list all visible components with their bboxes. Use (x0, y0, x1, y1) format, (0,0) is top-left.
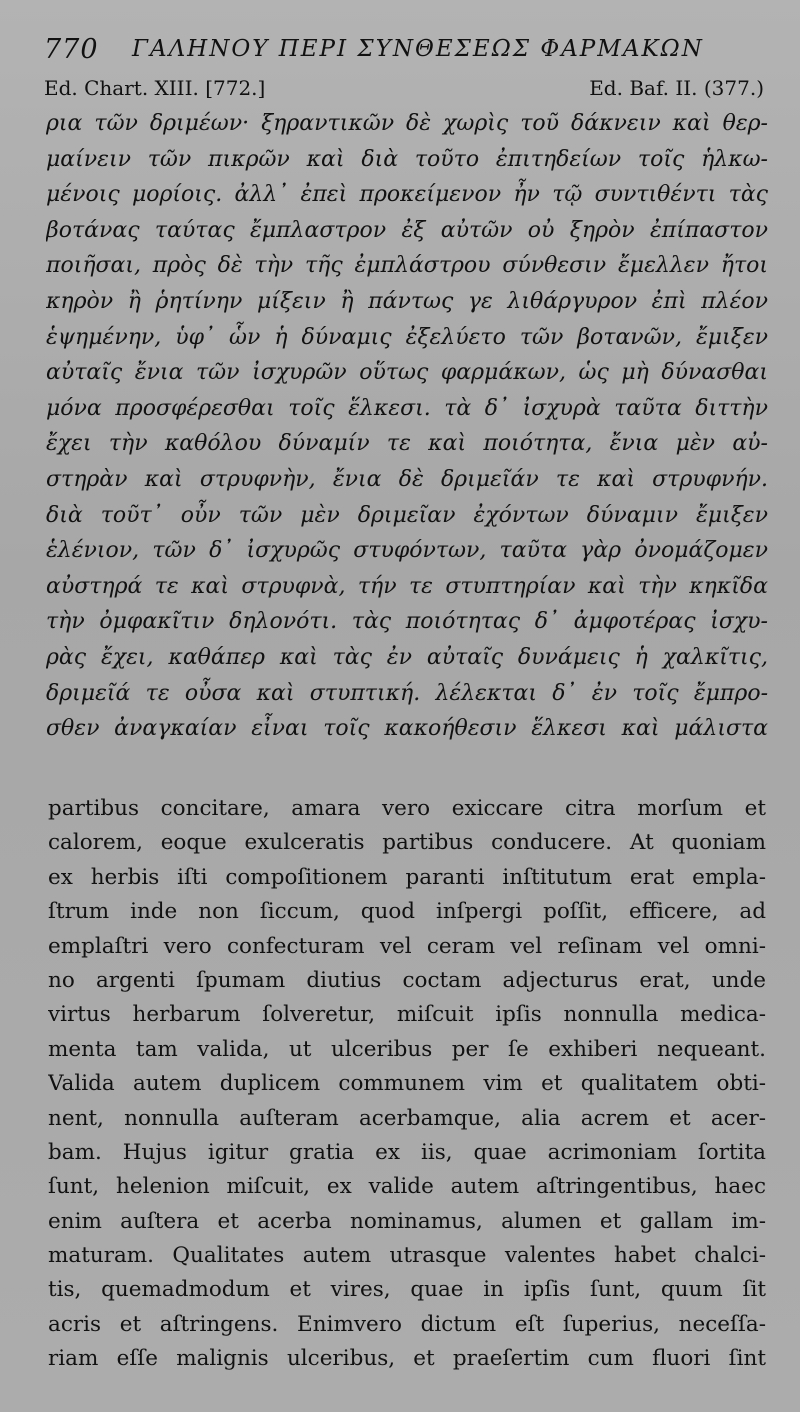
latin-text-line: nent, nonnulla auſteram acerbamque, alia acrem et acer- (48, 1105, 766, 1131)
edition-chartier: Ed. Chart. XIII. [772.] (44, 76, 266, 100)
latin-text-line: bam. Hujus igitur gratia ex iis, quae acrimoniam ſortita (48, 1139, 766, 1165)
greek-text-line: μόνα προσφέρεσθαι τοῖς ἕλκεσι. τὰ δ᾽ ἰσχυρὰ ταῦτα διττὴν (46, 395, 768, 421)
greek-text-line: μαίνειν τῶν πικρῶν καὶ διὰ τοῦτο ἐπιτηδείων τοῖς ἡλκω- (46, 146, 768, 172)
latin-text-line: no argenti ſpumam diutius coctam adjecturus erat, unde (48, 967, 766, 993)
latin-text-line: maturam. Qualitates autem utrasque valentes habet chalci- (48, 1243, 766, 1269)
running-title: ΓΑΛΗΝΟΥ ΠΕΡΙ ΣΥΝΘΕΣΕΩΣ ΦΑΡΜΑΚΩΝ (132, 36, 704, 62)
edition-references (44, 76, 764, 106)
greek-text-line: αὐστηρά τε καὶ στρυφνὰ, τήν τε στυπτηρίαν καὶ τὴν κηκῖδα (46, 573, 768, 599)
page-number: 770 (44, 34, 99, 65)
latin-text-line: acris et aſtringens. Enimvero dictum eſt ſuperius, neceſſa- (48, 1311, 766, 1337)
latin-text-line: ſtrum inde non ſiccum, quod inſpergi poſſit, efficere, ad (48, 899, 766, 925)
latin-text-line: menta tam valida, ut ulceribus per ſe exhiberi nequeant. (48, 1036, 766, 1062)
latin-text-block (48, 792, 766, 1377)
greek-text-line: κηρὸν ἢ ῥητίνην μίξειν ἢ πάντως γε λιθάργυρον ἐπὶ πλέον (46, 288, 768, 314)
greek-text-line: δριμεῖά τε οὖσα καὶ στυπτική. λέλεκται δ᾽ ἐν τοῖς ἔμπρο- (46, 680, 768, 706)
latin-text-line: tis, quemadmodum et vires, quae in ipſis ſunt, quum ſit (48, 1277, 766, 1303)
edition-basel: Ed. Baf. II. (377.) (589, 76, 764, 100)
latin-text-line: partibus concitare, amara vero exiccare citra morſum et (48, 796, 766, 821)
greek-text-line: βοτάνας ταύτας ἔμπλαστρον ἐξ αὐτῶν οὐ ξηρὸν ἐπίπαστον (46, 217, 768, 243)
latin-text-line: calorem, eoque exulceratis partibus conducere. At quoniam (48, 830, 766, 856)
greek-text-line: μένοις μορίοις. ἀλλ᾽ ἐπεὶ προκείμενον ἦν τῷ συντιθέντι τὰς (46, 182, 768, 208)
greek-text-line: ἔχει τὴν καθόλου δύναμίν τε καὶ ποιότητα, ἔνια μὲν αὐ- (46, 431, 768, 457)
latin-text-line: riam eſſe malignis ulceribus, et praeſertim cum fluori ſint (48, 1346, 766, 1372)
greek-text-line: αὐταῖς ἔνια τῶν ἰσχυρῶν οὕτως φαρμάκων, ὡς μὴ δύνασθαι (46, 360, 768, 386)
latin-text-line: virtus herbarum ſolveretur, miſcuit ipſis nonnulla medica- (48, 1002, 766, 1028)
latin-text-line: ex herbis iſti compoſitionem paranti inſtitutum erat empla- (48, 864, 766, 890)
greek-text-line: διὰ τοῦτ᾽ οὖν τῶν μὲν δριμεῖαν ἐχόντων δύναμιν ἔμιξεν (46, 502, 768, 528)
latin-text-line: Valida autem duplicem communem vim et qualitatem obti- (48, 1071, 766, 1097)
greek-text-line: ρια τῶν δριμέων· ξηραντικῶν δὲ χωρὶς τοῦ δάκνειν καὶ θερ- (46, 111, 768, 136)
greek-text-line: ἑψημένην, ὑφ᾽ ὧν ἡ δύναμις ἐξελύετο τῶν βοτανῶν, ἔμιξεν (46, 324, 768, 350)
greek-text-line: σθεν ἀναγκαίαν εἶναι τοῖς κακοήθεσιν ἕλκεσι καὶ μάλιστα (46, 716, 768, 742)
greek-text-block (46, 106, 768, 747)
latin-text-line: emplaſtri vero confecturam vel ceram vel reſinam vel omni- (48, 933, 766, 959)
greek-text-line: τὴν ὀμφακῖτιν δηλονότι. τὰς ποιότητας δ᾽ ἀμφοτέρας ἰσχυ- (46, 609, 768, 635)
latin-text-line: ſunt, helenion miſcuit, ex valide autem aſtringentibus, haec (48, 1174, 766, 1200)
greek-text-line: ρὰς ἔχει, καθάπερ καὶ τὰς ἐν αὐταῖς δυνάμεις ἡ χαλκῖτις, (46, 644, 768, 670)
greek-text-line: στηρὰν καὶ στρυφνὴν, ἔνια δὲ δριμεῖάν τε καὶ στρυφνήν. (46, 466, 768, 492)
greek-text-line: ποιῆσαι, πρὸς δὲ τὴν τῆς ἐμπλάστρου σύνθεσιν ἔμελλεν ἤτοι (46, 253, 768, 279)
latin-text-line: enim auſtera et acerba nominamus, alumen et gallam im- (48, 1208, 766, 1234)
page-header (44, 34, 764, 70)
greek-text-line: ἑλένιον, τῶν δ᾽ ἰσχυρῶς στυφόντων, ταῦτα γὰρ ὀνομάζομεν (46, 538, 768, 564)
